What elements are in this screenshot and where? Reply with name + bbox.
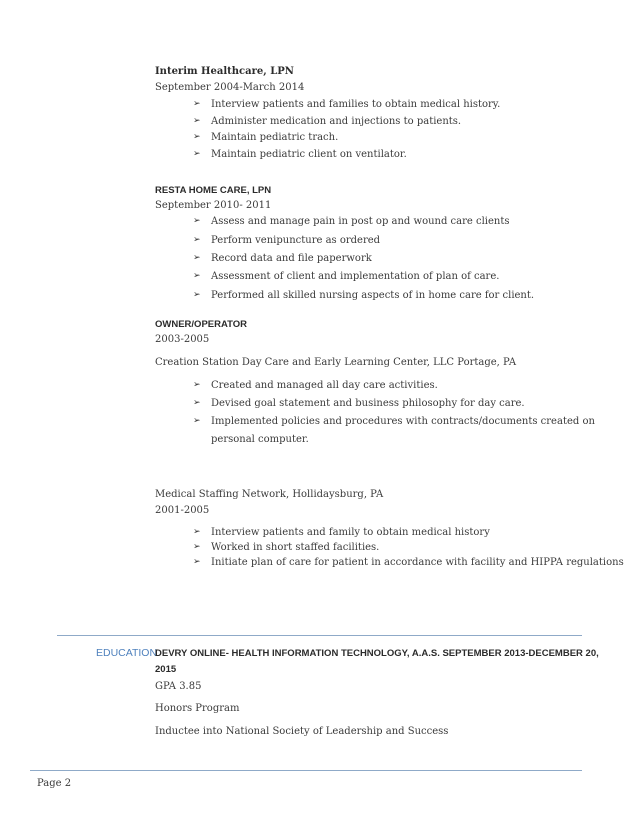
arrow-bullet-icon: ➢ [193, 380, 201, 390]
arrow-bullet-icon: ➢ [193, 235, 201, 245]
arrow-bullet-icon: ➢ [193, 271, 201, 281]
arrow-bullet-icon: ➢ [193, 116, 201, 126]
job-dates: September 2010- 2011 [155, 200, 272, 211]
arrow-bullet-icon: ➢ [193, 290, 201, 300]
job-title: RESTA HOME CARE, LPN [155, 185, 272, 196]
arrow-bullet-icon: ➢ [193, 398, 201, 408]
education-inductee: Inductee into National Society of Leadership and Success [155, 726, 449, 737]
job-title: Interim Healthcare, LPN [155, 66, 294, 77]
job-title: OWNER/OPERATOR [155, 319, 248, 330]
arrow-bullet-icon: ➢ [193, 527, 201, 537]
section-label-education: EDUCATION [96, 647, 158, 659]
arrow-bullet-icon: ➢ [193, 216, 201, 226]
education-gpa: GPA 3.85 [155, 681, 202, 692]
arrow-bullet-icon: ➢ [193, 557, 201, 567]
arrow-bullet-icon: ➢ [193, 99, 201, 109]
education-degree-continued: 2015 [155, 664, 177, 675]
page-number: Page 2 [37, 778, 72, 789]
job-dates: September 2004-March 2014 [155, 82, 305, 93]
job-employer: Medical Staffing Network, Hollidaysburg, PA [155, 489, 384, 500]
education-degree: DEVRY ONLINE- HEALTH INFORMATION TECHNOLOGY, A.A.S. SEPTEMBER 2013-DECEMBER 20, [155, 648, 599, 659]
section-divider [57, 635, 582, 636]
job-dates: 2003-2005 [155, 334, 210, 345]
arrow-bullet-icon: ➢ [193, 149, 201, 159]
arrow-bullet-icon: ➢ [193, 416, 201, 426]
list-item-continuation: personal computer. [211, 434, 309, 445]
education-honors: Honors Program [155, 703, 240, 714]
arrow-bullet-icon: ➢ [193, 132, 201, 142]
job-dates: 2001-2005 [155, 505, 210, 516]
arrow-bullet-icon: ➢ [193, 542, 201, 552]
job-employer: Creation Station Day Care and Early Learning Center, LLC Portage, PA [155, 357, 517, 368]
footer-divider [30, 770, 582, 771]
arrow-bullet-icon: ➢ [193, 253, 201, 263]
